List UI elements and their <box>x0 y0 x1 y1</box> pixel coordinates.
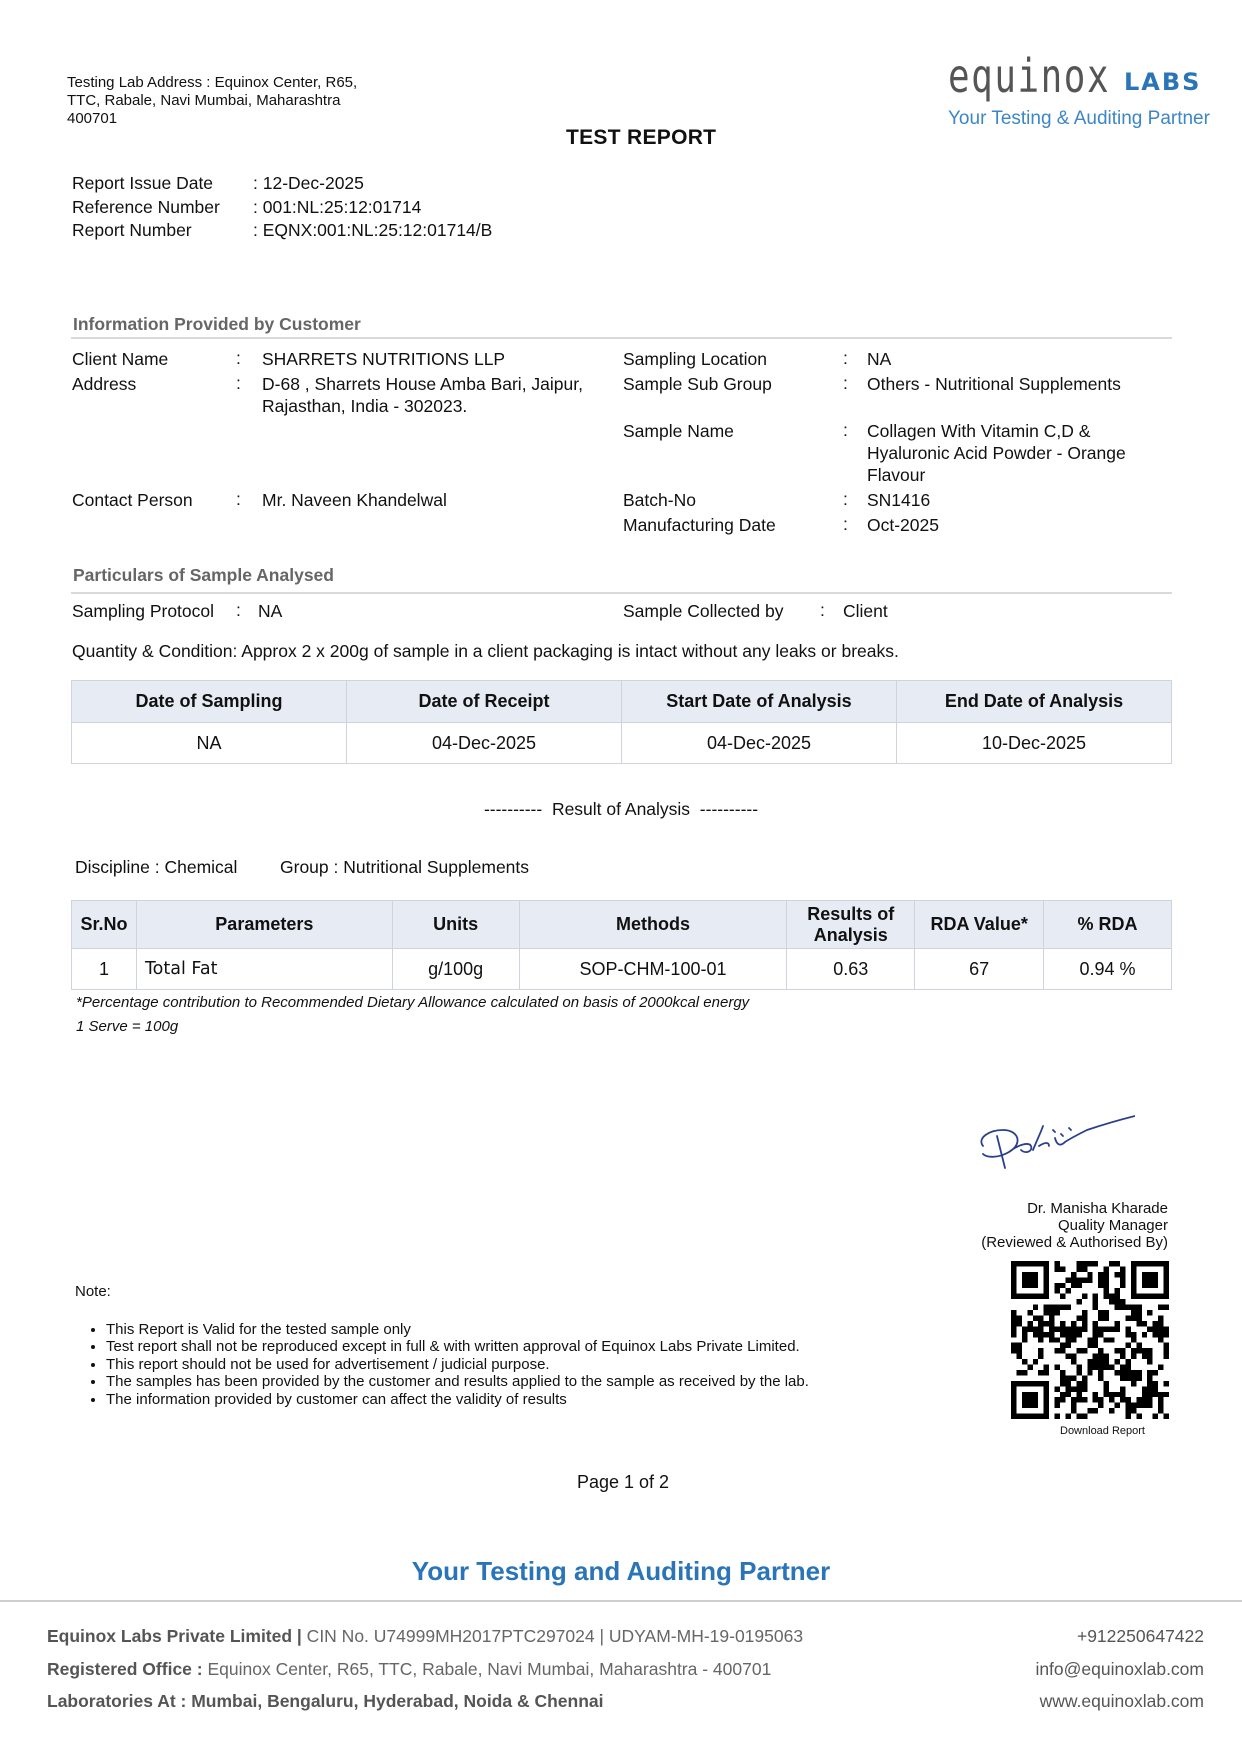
units: g/100g <box>392 949 519 990</box>
header-rda-value: RDA Value* <box>915 901 1044 949</box>
qr-code-icon[interactable] <box>1011 1261 1169 1419</box>
sample-name-label: Sample Name <box>623 421 734 441</box>
laboratories: Laboratories At : Mumbai, Bengaluru, Hyderabad, Noida & Chennai <box>47 1691 604 1711</box>
sample-collected-by-label: Sample Collected by <box>623 601 784 621</box>
logo-labs: LABS <box>1124 68 1202 96</box>
address: D-68 , Sharrets House Amba Bari, Jaipur, Rajasthan, India - 302023. <box>262 374 583 416</box>
website-link[interactable]: www.equinoxlab.com <box>1039 1691 1204 1711</box>
table-row <box>72 949 1172 990</box>
signatory-note: (Reviewed & Authorised By) <box>981 1234 1168 1251</box>
header-units: Units <box>392 901 519 949</box>
list-item: • The samples has been provided by the customer and results applied to the sample as received by the lab. <box>106 1373 809 1391</box>
list-item: • This Report is Valid for the tested sample only <box>106 1321 809 1339</box>
parameter: Total Fat <box>136 949 392 990</box>
email-link[interactable]: info@equinoxlab.com <box>1035 1658 1204 1679</box>
header-pct-rda: % RDA <box>1044 901 1172 949</box>
footer-tagline: Your Testing and Auditing Partner <box>411 1556 831 1586</box>
serve-footnote: 1 Serve = 100g <box>76 1018 179 1035</box>
signature-image <box>975 1108 1135 1172</box>
dates-table <box>71 680 1172 764</box>
sample-sub-group-label: Sample Sub Group <box>623 374 772 394</box>
results-table <box>71 900 1172 990</box>
lab-address: Testing Lab Address : Equinox Center, R65, TTC, Rabale, Navi Mumbai, Maharashtra 400701 <box>67 74 358 127</box>
footer-contact <box>1035 1620 1204 1718</box>
report-info <box>72 172 492 243</box>
sample-collected-by: Client <box>843 601 888 621</box>
header-start-date: Start Date of Analysis <box>622 681 897 723</box>
manufacturing-date: Oct-2025 <box>867 515 939 535</box>
batch-no: SN1416 <box>867 490 931 510</box>
pct-rda: 0.94 % <box>1044 949 1172 990</box>
list-item: • The information provided by customer can affect the validity of results <box>106 1391 809 1409</box>
particulars-title: Particulars of Sample Analysed <box>73 565 334 585</box>
rda-value: 67 <box>915 949 1044 990</box>
group: Group : Nutritional Supplements <box>280 857 530 877</box>
end-date: 10-Dec-2025 <box>897 723 1172 764</box>
reference-number: Reference Number : 001:NL:25:12:01714 <box>72 196 422 217</box>
dates-header-row <box>72 681 1172 723</box>
method: SOP-CHM-100-01 <box>519 949 787 990</box>
sampling-protocol-label: Sampling Protocol <box>72 601 215 621</box>
batch-no-label: Batch-No <box>623 490 696 510</box>
sampling-protocol: NA <box>258 601 283 621</box>
list-item: • This report should not be used for advertisement / judicial purpose. <box>106 1356 809 1374</box>
company-line: Equinox Labs Private Limited | CIN No. U74999MH2017PTC297024 | UDYAM-MH-19-0195063 <box>47 1626 804 1646</box>
notes-title: Note: <box>75 1283 111 1300</box>
registered-office: Registered Office : Equinox Center, R65, TTC, Rabale, Navi Mumbai, Maharashtra - 400701 <box>47 1658 772 1679</box>
header-end-date: End Date of Analysis <box>897 681 1172 723</box>
results-header-row <box>72 901 1172 949</box>
notes <box>75 1283 809 1408</box>
page-number: Page 1 of 2 <box>576 1472 670 1492</box>
client-name: SHARRETS NUTRITIONS LLP <box>262 349 506 369</box>
download-report-label: Download Report <box>1060 1425 1145 1437</box>
quantity-condition: Quantity & Condition: Approx 2 x 200g of sample in a client packaging is intact without any leaks or breaks. <box>72 641 899 661</box>
divider <box>71 337 1172 339</box>
logo-tagline: Your Testing & Auditing Partner <box>948 108 1210 129</box>
signatory-role: Quality Manager <box>1057 1217 1168 1234</box>
footer-divider <box>0 1600 1242 1602</box>
result: 0.63 <box>787 949 915 990</box>
header-methods: Methods <box>519 901 787 949</box>
document-title: TEST REPORT <box>566 126 717 149</box>
report-issue-date: Report Issue Date : 12-Dec-2025 <box>72 173 364 193</box>
report-number: Report Number : EQNX:001:NL:25:12:01714/B <box>72 220 493 240</box>
sampling-location-label: Sampling Location <box>623 349 767 369</box>
logo-wordmark: equinox <box>948 49 1111 103</box>
header-srno: Sr.No <box>72 901 137 949</box>
equinox-logo <box>948 48 1228 138</box>
header-date-of-sampling: Date of Sampling <box>72 681 347 723</box>
header-parameters: Parameters <box>136 901 392 949</box>
signatory-name: Dr. Manisha Kharade <box>1027 1200 1168 1217</box>
list-item: • Test report shall not be reproduced except in full & with written approval of Equinox Labs Private Limited. <box>106 1338 809 1356</box>
footer-company-info <box>47 1620 803 1718</box>
result-of-analysis-heading: ---------- Result of Analysis ---------- <box>483 799 759 819</box>
start-date: 04-Dec-2025 <box>622 723 897 764</box>
customer-info-title: Information Provided by Customer <box>73 314 361 334</box>
contact-person-label: Contact Person <box>72 490 193 510</box>
rda-footnote: *Percentage contribution to Recommended Dietary Allowance calculated on basis of 2000kcal energy <box>76 994 750 1011</box>
sampling-location: NA <box>867 349 892 369</box>
phone[interactable]: +912250647422 <box>1076 1626 1204 1646</box>
table-row <box>72 723 1172 764</box>
client-name-label: Client Name <box>72 349 169 369</box>
address-label: Address <box>72 374 137 394</box>
srno: 1 <box>72 949 137 990</box>
sample-sub-group: Others - Nutritional Supplements <box>867 374 1121 394</box>
date-of-receipt: 04-Dec-2025 <box>347 723 622 764</box>
notes-list <box>75 1321 809 1409</box>
header-date-of-receipt: Date of Receipt <box>347 681 622 723</box>
contact-person: Mr. Naveen Khandelwal <box>262 490 447 510</box>
manufacturing-date-label: Manufacturing Date <box>623 515 776 535</box>
discipline: Discipline : Chemical <box>75 857 238 877</box>
date-of-sampling: NA <box>72 723 347 764</box>
divider <box>71 592 1172 594</box>
header-results: Results of Analysis <box>787 901 915 949</box>
signatory <box>981 1200 1168 1251</box>
sample-name: Collagen With Vitamin C,D & Hyaluronic Acid Powder - Orange Flavour <box>867 421 1126 485</box>
